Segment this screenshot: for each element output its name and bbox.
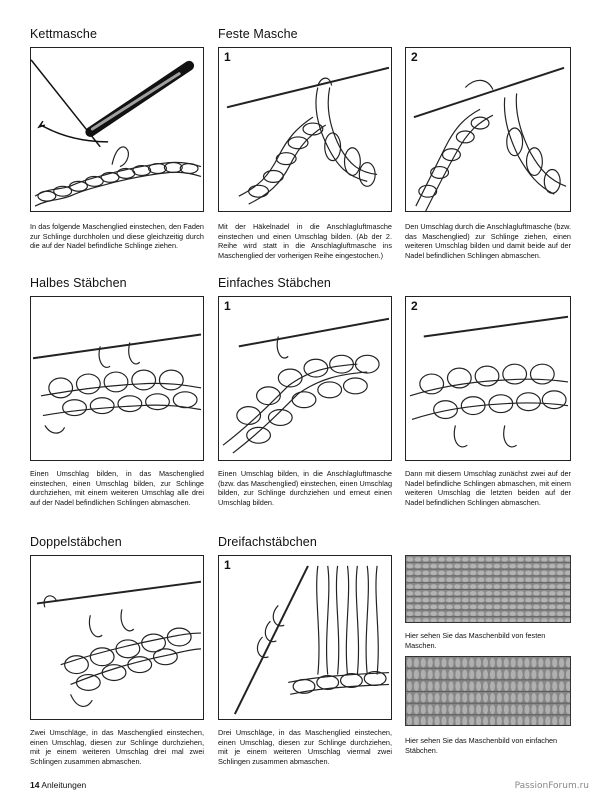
illustration-kettmasche <box>30 47 204 212</box>
illustration-feste-masche-2 <box>405 47 571 212</box>
heading-feste-masche: Feste Masche <box>218 27 298 41</box>
illustration-dreifachstaebchen <box>218 555 392 720</box>
crochet-stitch-drawing <box>406 48 570 211</box>
stitch-texture-image <box>406 657 570 725</box>
watermark: PassionForum.ru <box>514 781 589 791</box>
crochet-stitch-drawing <box>219 556 391 719</box>
crochet-stitch-drawing <box>31 556 203 719</box>
step-number: 1 <box>224 299 231 313</box>
crochet-hook-chain-drawing <box>31 48 203 211</box>
step-number: 2 <box>411 50 418 64</box>
stitch-texture-image <box>406 556 570 622</box>
caption-feste-masche-2: Den Umschlag durch die Anschlagluftmasche (bzw. das Maschenglied) zur Schlinge ziehen, einen weiteren Umschlag bilden und damit beide auf der Nadel befindlichen Schlingen abmaschen. <box>405 222 571 260</box>
crochet-stitch-drawing <box>406 297 570 460</box>
illustration-einfaches-staebchen-1 <box>218 296 392 461</box>
footer-section: Anleitungen <box>41 780 87 790</box>
caption-einfache-staebchen-photo: Hier sehen Sie das Maschenbild von einfachen Stäbchen. <box>405 736 558 755</box>
caption-einfaches-staebchen-1: Einen Umschlag bilden, in die Anschlagluftmasche (bzw. das Maschenglied) einstechen, einen Umschlag bilden, zur Schlinge durchziehen und erneut einen Umschlag bilden. <box>218 469 393 507</box>
illustration-einfaches-staebchen-2 <box>405 296 571 461</box>
photo-einfache-staebchen <box>405 656 571 726</box>
caption-halbes-staebchen: Einen Umschlag bilden, in das Maschenglied einstechen, einen Umschlag bilden, zur Schlinge durchziehen, mit einem weiteren Umschlag alle drei auf der Nadel befindlichen Schlingen abmaschen. <box>30 469 204 507</box>
caption-feste-masche-1: Mit der Häkelnadel in die Anschlagluftmasche einstechen und einen Umschlag bilden. (Ab der 2. Reihe wird statt in die Anschlagluftmasche ins Maschenglied der vorherigen Reihe eingestochen.) <box>218 222 392 260</box>
crochet-stitch-drawing <box>219 48 391 211</box>
illustration-halbes-staebchen <box>30 296 204 461</box>
heading-einfaches-staebchen: Einfaches Stäbchen <box>218 276 331 290</box>
illustration-feste-masche-1 <box>218 47 392 212</box>
step-number: 1 <box>224 50 231 64</box>
caption-dreifachstaebchen: Drei Umschläge, in das Maschenglied einstechen, einen Umschlag, diesen zur Schlinge durchziehen, mit je einem weiteren Umschlag viermal zwei Schlingen zusammen abmaschen. <box>218 728 392 766</box>
page-footer <box>30 780 86 790</box>
crochet-stitch-drawing <box>31 297 203 460</box>
heading-kettmasche: Kettmasche <box>30 27 98 41</box>
caption-doppelstaebchen: Zwei Umschläge, in das Maschenglied einstechen, einen Umschlag, diesen zur Schlinge durchziehen, mit je einem weiteren Umschlag drei mal zwei Schlingen zusammen abmaschen. <box>30 728 204 766</box>
step-number: 2 <box>411 299 418 313</box>
caption-feste-maschen-photo: Hier sehen Sie das Maschenbild von festen Maschen. <box>405 631 546 650</box>
caption-kettmasche: In das folgende Maschenglied einstechen, den Faden zur Schlinge durchholen und diese gleichzeitig durch die auf der Nadel befindliche Schlinge ziehen. <box>30 222 204 251</box>
photo-feste-maschen <box>405 555 571 623</box>
caption-einfaches-staebchen-2: Dann mit diesem Umschlag zunächst zwei auf der Nadel befindliche Schlingen abmaschen, mit einem weiteren Umschlag die letzten beiden auf der Nadel befindlichen Schlingen abmaschen. <box>405 469 571 507</box>
page-number: 14 <box>30 780 40 790</box>
crochet-stitch-drawing <box>219 297 391 460</box>
illustration-doppelstaebchen <box>30 555 204 720</box>
step-number: 1 <box>224 558 231 572</box>
heading-halbes-staebchen: Halbes Stäbchen <box>30 276 127 290</box>
heading-dreifachstaebchen: Dreifachstäbchen <box>218 535 317 549</box>
heading-doppelstaebchen: Doppelstäbchen <box>30 535 122 549</box>
